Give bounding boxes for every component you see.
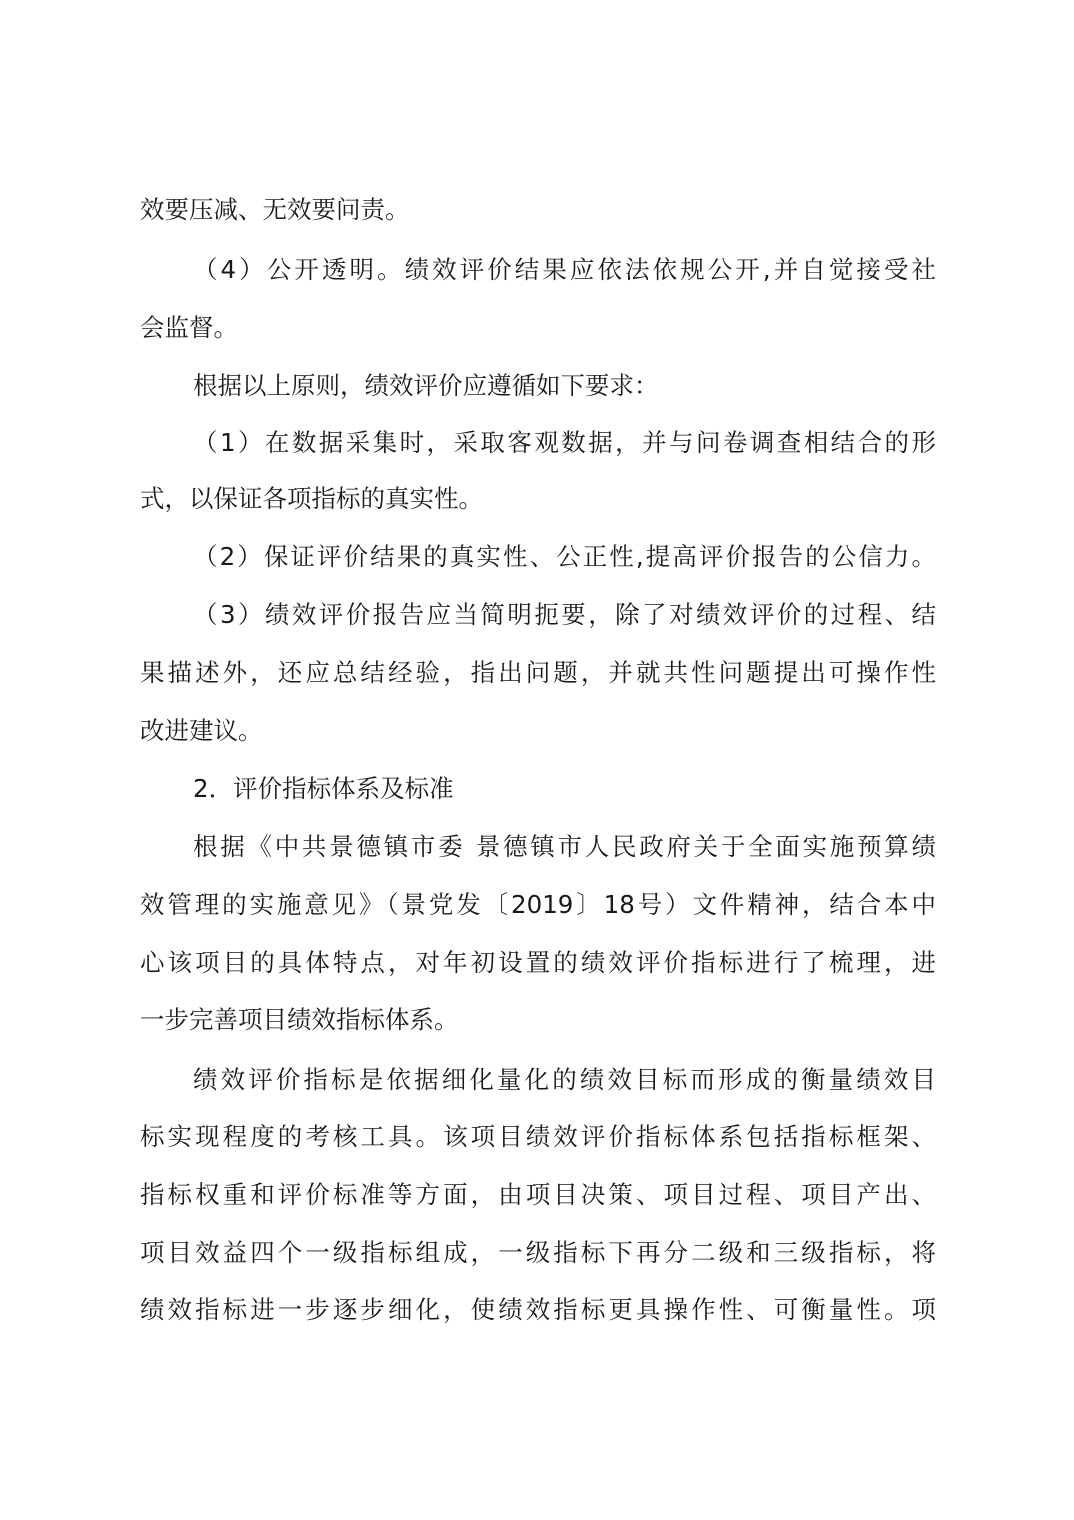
- text-line: （2）保证评价结果的真实性、公正性,提高评价报告的公信力。: [193, 542, 936, 571]
- text-line: 心该项目的具体特点，对年初设置的绩效评价指标进行了梳理，进: [140, 948, 936, 977]
- text-line: 绩效评价指标是依据细化量化的绩效目标而形成的衡量绩效目: [193, 1065, 936, 1094]
- text-line: 式，以保证各项指标的真实性。: [140, 484, 483, 513]
- text-line: （4）公开透明。绩效评价结果应依法依规公开,并自觉接受社: [193, 255, 936, 284]
- text-line: 指标权重和评价标准等方面，由项目决策、项目过程、项目产出、: [140, 1180, 936, 1209]
- text-line: （3）绩效评价报告应当简明扼要，除了对绩效评价的过程、结: [193, 600, 936, 629]
- text-line: 项目效益四个一级指标组成，一级指标下再分二级和三级指标，将: [140, 1238, 936, 1267]
- text-line: 根据《中共景德镇市委 景德镇市人民政府关于全面实施预算绩: [193, 832, 936, 861]
- text-line: 会监督。: [140, 313, 238, 342]
- text-line: 标实现程度的考核工具。该项目绩效评价指标体系包括指标框架、: [140, 1122, 936, 1151]
- text-line: （1）在数据采集时，采取客观数据，并与问卷调查相结合的形: [193, 428, 936, 457]
- text-line: 一步完善项目绩效指标体系。: [140, 1005, 459, 1034]
- text-line: 改进建议。: [140, 716, 263, 745]
- text-line: 绩效指标进一步逐步细化，使绩效指标更具操作性、可衡量性。项: [140, 1295, 936, 1324]
- section-heading: 2．评价指标体系及标准: [193, 774, 454, 803]
- text-line: 效要压减、无效要问责。: [140, 195, 410, 224]
- text-line: 果描述外，还应总结经验，指出问题，并就共性问题提出可操作性: [140, 658, 936, 687]
- text-line: 效管理的实施意见》（景党发〔2019〕18号）文件精神，结合本中: [140, 890, 936, 919]
- text-line: 根据以上原则，绩效评价应遵循如下要求：: [193, 371, 659, 400]
